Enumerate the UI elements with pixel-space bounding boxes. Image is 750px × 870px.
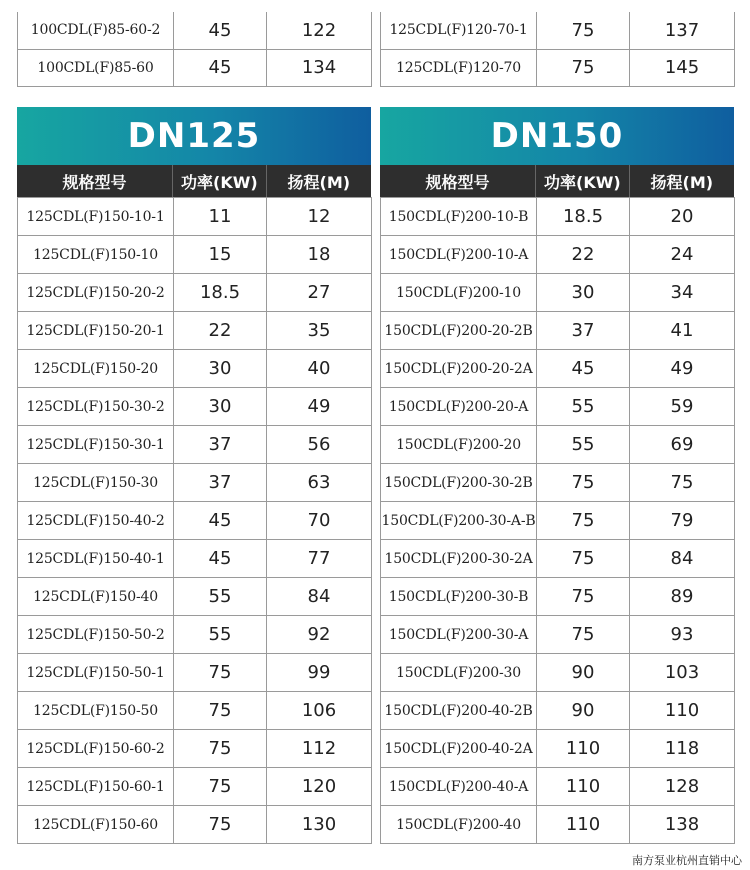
table-row (381, 49, 735, 86)
model-cell: 150CDL(F)200-20-2B (381, 312, 537, 350)
power-cell: 75 (174, 654, 267, 692)
power-cell: 90 (537, 692, 630, 730)
model-cell: 150CDL(F)200-40-A (381, 768, 537, 806)
model-cell: 150CDL(F)200-10-B (381, 198, 537, 236)
power-cell: 110 (537, 730, 630, 768)
table-row (381, 312, 735, 350)
power-cell: 45 (174, 540, 267, 578)
head-cell: 40 (267, 350, 372, 388)
table-row (18, 806, 372, 844)
head-cell: 137 (630, 12, 735, 49)
power-cell: 75 (537, 49, 630, 86)
model-cell: 125CDL(F)120-70-1 (381, 12, 537, 49)
power-cell: 45 (174, 502, 267, 540)
dn125-section (17, 107, 371, 844)
head-cell: 79 (630, 502, 735, 540)
header-power: 功率(KW) (173, 165, 266, 197)
header-power: 功率(KW) (536, 165, 629, 197)
model-cell: 150CDL(F)200-20 (381, 426, 537, 464)
head-cell: 34 (630, 274, 735, 312)
head-cell: 130 (267, 806, 372, 844)
model-cell: 125CDL(F)150-40-2 (18, 502, 174, 540)
table-row (381, 350, 735, 388)
power-cell: 55 (174, 578, 267, 616)
model-cell: 125CDL(F)150-60-1 (18, 768, 174, 806)
table-row (18, 274, 372, 312)
model-cell: 125CDL(F)150-30-2 (18, 388, 174, 426)
power-cell: 55 (537, 426, 630, 464)
head-cell: 41 (630, 312, 735, 350)
model-cell: 125CDL(F)150-30-1 (18, 426, 174, 464)
head-cell: 70 (267, 502, 372, 540)
power-cell: 30 (174, 388, 267, 426)
power-cell: 55 (537, 388, 630, 426)
power-cell: 110 (537, 768, 630, 806)
table-row (381, 768, 735, 806)
head-cell: 138 (630, 806, 735, 844)
head-cell: 89 (630, 578, 735, 616)
table-row (18, 464, 372, 502)
top-left-table (17, 0, 371, 87)
model-cell: 125CDL(F)150-20-1 (18, 312, 174, 350)
head-cell: 134 (267, 49, 372, 86)
head-cell: 56 (267, 426, 372, 464)
head-cell: 128 (630, 768, 735, 806)
model-cell: 100CDL(F)85-60-2 (18, 12, 174, 49)
head-cell: 35 (267, 312, 372, 350)
head-cell: 20 (630, 198, 735, 236)
head-cell: 118 (630, 730, 735, 768)
power-cell: 18.5 (537, 198, 630, 236)
power-cell: 75 (174, 768, 267, 806)
head-cell: 103 (630, 654, 735, 692)
table-row (18, 540, 372, 578)
head-cell: 93 (630, 616, 735, 654)
model-cell: 150CDL(F)200-30-2A (381, 540, 537, 578)
model-cell: 125CDL(F)150-20-2 (18, 274, 174, 312)
table-row (381, 236, 735, 274)
table-row (381, 692, 735, 730)
head-cell: 69 (630, 426, 735, 464)
power-cell: 75 (537, 502, 630, 540)
dn150-title: DN150 (380, 107, 734, 165)
head-cell: 24 (630, 236, 735, 274)
header-model: 规格型号 (380, 165, 536, 197)
head-cell: 84 (267, 578, 372, 616)
power-cell: 75 (537, 578, 630, 616)
model-cell: 125CDL(F)150-50-2 (18, 616, 174, 654)
model-cell: 150CDL(F)200-30-2B (381, 464, 537, 502)
model-cell: 150CDL(F)200-30-B (381, 578, 537, 616)
table-row (18, 616, 372, 654)
model-cell: 150CDL(F)200-40 (381, 806, 537, 844)
model-cell: 150CDL(F)200-10 (381, 274, 537, 312)
dn150-header-row (380, 165, 734, 197)
model-cell: 125CDL(F)150-10-1 (18, 198, 174, 236)
table-row (18, 768, 372, 806)
model-cell: 125CDL(F)150-50 (18, 692, 174, 730)
power-cell: 75 (537, 540, 630, 578)
power-cell: 75 (537, 616, 630, 654)
table-row (18, 12, 372, 49)
power-cell: 18.5 (174, 274, 267, 312)
power-cell: 11 (174, 198, 267, 236)
table-row (18, 426, 372, 464)
head-cell: 77 (267, 540, 372, 578)
model-cell: 125CDL(F)150-30 (18, 464, 174, 502)
power-cell: 37 (174, 426, 267, 464)
table-row (18, 198, 372, 236)
head-cell: 49 (630, 350, 735, 388)
table-row (381, 578, 735, 616)
power-cell: 45 (174, 12, 267, 49)
header-model: 规格型号 (17, 165, 173, 197)
head-cell: 27 (267, 274, 372, 312)
head-cell: 99 (267, 654, 372, 692)
power-cell: 30 (537, 274, 630, 312)
head-cell: 18 (267, 236, 372, 274)
power-cell: 15 (174, 236, 267, 274)
model-cell: 125CDL(F)150-40-1 (18, 540, 174, 578)
power-cell: 110 (537, 806, 630, 844)
power-cell: 22 (537, 236, 630, 274)
power-cell: 75 (174, 730, 267, 768)
power-cell: 75 (537, 464, 630, 502)
head-cell: 145 (630, 49, 735, 86)
table-row (381, 806, 735, 844)
table-row (381, 502, 735, 540)
table-row (18, 49, 372, 86)
head-cell: 75 (630, 464, 735, 502)
power-cell: 55 (174, 616, 267, 654)
table-row (18, 692, 372, 730)
head-cell: 84 (630, 540, 735, 578)
dn150-section (380, 107, 734, 844)
dn125-table (17, 197, 372, 844)
model-cell: 150CDL(F)200-20-2A (381, 350, 537, 388)
head-cell: 120 (267, 768, 372, 806)
top-left-rows (17, 12, 372, 87)
head-cell: 12 (267, 198, 372, 236)
head-cell: 106 (267, 692, 372, 730)
table-row (18, 502, 372, 540)
model-cell: 125CDL(F)150-60 (18, 806, 174, 844)
table-row (18, 730, 372, 768)
head-cell: 59 (630, 388, 735, 426)
table-row (18, 350, 372, 388)
model-cell: 125CDL(F)150-10 (18, 236, 174, 274)
header-head: 扬程(M) (287, 172, 351, 192)
head-cell: 122 (267, 12, 372, 49)
table-row (18, 654, 372, 692)
power-cell: 37 (174, 464, 267, 502)
power-cell: 30 (174, 350, 267, 388)
table-row (381, 730, 735, 768)
power-cell: 22 (174, 312, 267, 350)
head-cell: 63 (267, 464, 372, 502)
dn150-table (380, 197, 735, 844)
model-cell: 150CDL(F)200-10-A (381, 236, 537, 274)
footer-credit: 南方泵业杭州直销中心 (632, 854, 742, 867)
table-row (381, 540, 735, 578)
power-cell: 45 (174, 49, 267, 86)
model-cell: 125CDL(F)150-50-1 (18, 654, 174, 692)
head-cell: 49 (267, 388, 372, 426)
head-cell: 110 (630, 692, 735, 730)
dn125-header-row (17, 165, 371, 197)
table-row (18, 388, 372, 426)
header-head: 扬程(M) (650, 172, 714, 192)
power-cell: 37 (537, 312, 630, 350)
model-cell: 125CDL(F)150-40 (18, 578, 174, 616)
power-cell: 75 (537, 12, 630, 49)
top-right-table (380, 0, 734, 87)
head-cell: 112 (267, 730, 372, 768)
model-cell: 150CDL(F)200-40-2B (381, 692, 537, 730)
power-cell: 75 (174, 806, 267, 844)
power-cell: 90 (537, 654, 630, 692)
table-row (381, 274, 735, 312)
table-row (381, 616, 735, 654)
table-row (381, 388, 735, 426)
model-cell: 100CDL(F)85-60 (18, 49, 174, 86)
table-row (381, 654, 735, 692)
model-cell: 125CDL(F)150-60-2 (18, 730, 174, 768)
dn125-title: DN125 (17, 107, 371, 165)
table-row (381, 426, 735, 464)
model-cell: 150CDL(F)200-20-A (381, 388, 537, 426)
model-cell: 150CDL(F)200-30 (381, 654, 537, 692)
model-cell: 150CDL(F)200-30-A (381, 616, 537, 654)
model-cell: 125CDL(F)150-20 (18, 350, 174, 388)
table-row (18, 578, 372, 616)
table-row (381, 12, 735, 49)
table-row (18, 312, 372, 350)
model-cell: 150CDL(F)200-40-2A (381, 730, 537, 768)
power-cell: 75 (174, 692, 267, 730)
table-row (18, 236, 372, 274)
model-cell: 125CDL(F)120-70 (381, 49, 537, 86)
model-cell: 150CDL(F)200-30-A-B (381, 502, 537, 540)
top-right-rows (380, 12, 735, 87)
table-row (381, 198, 735, 236)
table-row (381, 464, 735, 502)
power-cell: 45 (537, 350, 630, 388)
head-cell: 92 (267, 616, 372, 654)
